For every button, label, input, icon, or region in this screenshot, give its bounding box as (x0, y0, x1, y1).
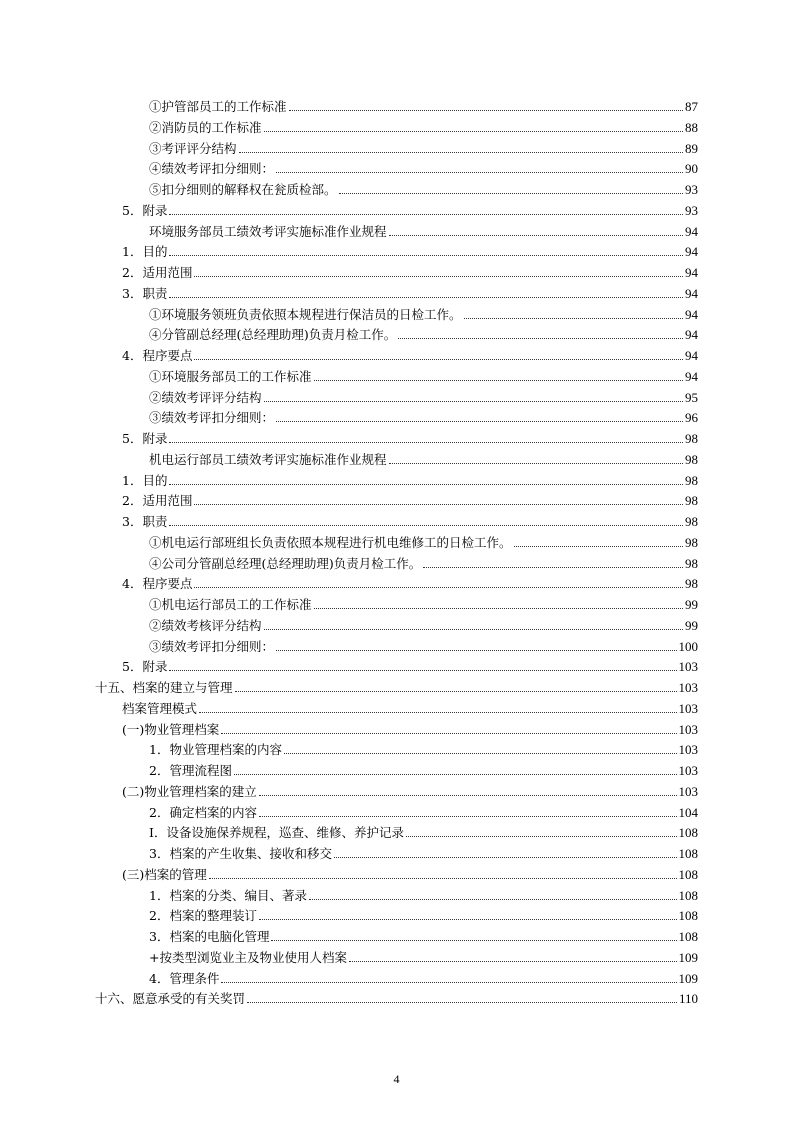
toc-entry-title: 5．附录 (122, 431, 168, 446)
toc-entry[interactable] (122, 654, 698, 675)
toc-entry[interactable] (149, 177, 698, 198)
toc-entry-page: 98 (685, 555, 698, 571)
toc-entry-page: 94 (685, 244, 698, 260)
dot-leader (194, 275, 683, 277)
toc-entry[interactable] (95, 675, 698, 696)
dot-leader (271, 939, 676, 941)
toc-entry[interactable] (149, 364, 698, 385)
dot-leader (169, 483, 683, 485)
toc-entry[interactable] (149, 966, 698, 987)
toc-entry[interactable] (122, 260, 698, 281)
toc-entry[interactable] (149, 136, 698, 157)
toc-entry-title: (一)物业管理档案 (122, 721, 220, 737)
toc-entry[interactable] (122, 717, 698, 738)
dot-leader (194, 358, 683, 360)
dot-leader (259, 794, 677, 796)
toc-entry-page: 99 (685, 597, 698, 612)
toc-entry-page: 104 (678, 804, 698, 820)
toc-entry-title: 1．物业管理档案的内容 (149, 742, 282, 758)
dot-leader (334, 856, 677, 858)
toc-entry-title: 3．职责 (122, 285, 168, 301)
toc-entry-page: 94 (685, 368, 698, 384)
toc-entry-title: 1．目的 (122, 472, 168, 488)
toc-entry[interactable] (122, 198, 698, 219)
toc-entry-page: 94 (685, 285, 698, 301)
dot-leader (234, 773, 677, 775)
toc-entry[interactable] (122, 696, 698, 717)
toc-entry-page: 98 (685, 472, 698, 488)
dot-leader (398, 337, 683, 339)
toc-entry-title: +按类型浏览业主及物业使用人档案 (149, 949, 347, 965)
toc-entry[interactable] (149, 592, 698, 613)
toc-entry[interactable] (122, 343, 698, 364)
toc-entry-page: 98 (685, 431, 698, 446)
toc-entry[interactable] (149, 903, 698, 924)
toc-entry[interactable] (149, 758, 698, 779)
toc-entry-title: ④公司分管副总经理(总经理助理)负责月检工作。 (149, 555, 422, 571)
dot-leader (221, 981, 676, 983)
toc-entry-title: 十五、档案的建立与管理 (95, 680, 233, 695)
toc-entry-page: 98 (685, 534, 698, 550)
toc-entry[interactable] (149, 219, 698, 240)
toc-entry-title: ①环境服务部员工的工作标准 (149, 368, 312, 384)
toc-entry-page: 100 (678, 638, 698, 654)
dot-leader (199, 711, 676, 713)
toc-entry-title: ②绩效考评评分结构 (149, 389, 262, 405)
toc-entry-page: 109 (678, 970, 698, 986)
toc-entry-title: ①护管部员工的工作标准 (149, 99, 287, 114)
toc-entry-title: 4．管理条件 (149, 970, 220, 986)
dot-leader (247, 1001, 677, 1003)
dot-leader (169, 296, 683, 298)
dot-leader (514, 545, 683, 547)
toc-entry-title: 5．附录 (122, 202, 168, 218)
dot-leader (169, 524, 683, 526)
toc-entry-page: 108 (678, 929, 698, 944)
dot-leader (284, 752, 677, 754)
toc-entry-page: 87 (685, 99, 698, 114)
dot-leader (239, 151, 683, 153)
toc-entry[interactable] (149, 302, 698, 323)
dot-leader (389, 234, 683, 236)
dot-leader (314, 607, 683, 609)
toc-entry[interactable] (149, 820, 698, 841)
toc-entry-title: (二)物业管理档案的建立 (122, 783, 257, 799)
toc-entry-title: ②绩效考核评分结构 (149, 617, 262, 633)
toc-entry-page: 103 (678, 742, 698, 758)
toc-entry-page: 103 (678, 680, 698, 695)
dot-leader (289, 109, 683, 111)
toc-entry[interactable] (122, 488, 698, 509)
toc-entry-page: 103 (678, 700, 698, 716)
toc-entry[interactable] (122, 281, 698, 302)
dot-leader (259, 815, 677, 817)
toc-entry[interactable] (149, 924, 698, 945)
page-number: 4 (393, 1072, 400, 1086)
toc-entry-title: 1．档案的分类、编目、著录 (149, 887, 307, 903)
toc-entry-title: (三)档案的管理 (122, 866, 207, 882)
toc-entry-page: 90 (685, 161, 698, 177)
toc-entry-title: 3．档案的产生收集、接收和移交 (149, 846, 332, 861)
dot-leader (406, 835, 677, 837)
toc-entry-page: 94 (685, 327, 698, 343)
toc-entry-title: 环境服务部员工绩效考评实施标准作业规程 (149, 223, 387, 239)
toc-entry-page: 108 (678, 887, 698, 903)
toc-entry[interactable] (149, 447, 698, 468)
dot-leader (349, 960, 677, 962)
toc-entry[interactable] (122, 468, 698, 489)
toc-entry-page: 98 (685, 576, 698, 592)
toc-entry-page: 108 (678, 908, 698, 924)
dot-leader (276, 420, 683, 422)
toc-entry-title: ③考评评分结构 (149, 140, 237, 156)
toc-entry-page: 94 (685, 306, 698, 322)
toc-entry-title: 机电运行部员工绩效考评实施标准作业规程 (149, 451, 387, 467)
toc-entry-title: 2．管理流程图 (149, 763, 232, 778)
dot-leader (209, 877, 677, 879)
dot-leader (264, 130, 683, 132)
toc-entry-page: 103 (678, 721, 698, 737)
dot-leader (169, 441, 683, 443)
toc-entry-title: ①环境服务领班负责依照本规程进行保洁员的日检工作。 (149, 306, 462, 322)
dot-leader (169, 669, 676, 671)
toc-entry[interactable] (149, 634, 698, 655)
toc-entry-page: 96 (685, 410, 698, 426)
toc-entry-title: ⑤扣分细则的解释权在瓮质检部。 (149, 182, 337, 197)
dot-leader (194, 586, 683, 588)
toc-entry-title: ④分管副总经理(总经理助理)负责月检工作。 (149, 327, 397, 343)
toc-entry-page: 103 (678, 659, 698, 675)
toc-entry-page: 103 (678, 783, 698, 799)
toc-entry-title: 4．程序要点 (122, 576, 193, 592)
dot-leader (259, 918, 677, 920)
toc-entry-title: ①机电运行部员工的工作标准 (149, 597, 312, 612)
toc-entry-page: 109 (678, 949, 698, 965)
dot-leader (194, 503, 683, 505)
toc-entry-title: ②消防员的工作标准 (149, 119, 262, 135)
toc-entry-title: 4．程序要点 (122, 348, 193, 363)
dot-leader (264, 628, 683, 630)
toc-entry-title: ④绩效考评扣分细则： (149, 161, 275, 177)
toc-entry[interactable] (149, 530, 698, 551)
toc-entry[interactable] (122, 239, 698, 260)
toc-entry-title: 2．确定档案的内容 (149, 804, 257, 820)
toc-entry-title: ③绩效考评扣分细则： (149, 638, 275, 654)
toc-entry[interactable] (122, 426, 698, 447)
toc-entry[interactable] (149, 737, 698, 758)
dot-leader (276, 171, 683, 173)
toc-entry-page: 88 (685, 119, 698, 135)
dot-leader (309, 898, 677, 900)
toc-entry-page: 108 (678, 846, 698, 861)
dot-leader (169, 213, 683, 215)
toc-entry-page: 98 (685, 493, 698, 509)
toc-entry-title: ③绩效考评扣分细则： (149, 410, 275, 426)
toc-entry-page: 93 (685, 182, 698, 197)
toc-entry[interactable] (149, 385, 698, 406)
toc-entry[interactable] (122, 779, 698, 800)
toc-entry[interactable] (149, 322, 698, 343)
toc-entry-page: 108 (678, 866, 698, 882)
dot-leader (314, 379, 683, 381)
toc-entry[interactable] (122, 509, 698, 530)
toc-entry-page: 94 (685, 265, 698, 280)
toc-entry[interactable] (149, 883, 698, 904)
dot-leader (235, 690, 677, 692)
toc-entry-title: 5．附录 (122, 659, 168, 675)
toc-entry[interactable] (149, 156, 698, 177)
toc-entry[interactable] (122, 571, 698, 592)
dot-leader (389, 462, 683, 464)
dot-leader (264, 400, 683, 402)
toc-entry[interactable] (149, 94, 698, 115)
toc-entry-page: 98 (685, 451, 698, 467)
toc-entry-page: 94 (685, 348, 698, 363)
dot-leader (169, 254, 683, 256)
toc-entry-page: 99 (685, 617, 698, 633)
toc-entry-title: 档案管理模式 (122, 700, 198, 716)
toc-entry[interactable] (149, 945, 698, 966)
toc-entry[interactable] (149, 841, 698, 862)
toc-entry-title: 3．职责 (122, 514, 168, 529)
dot-leader (423, 566, 683, 568)
toc-entry[interactable] (149, 405, 698, 426)
dot-leader (464, 317, 683, 319)
toc-entry[interactable] (149, 115, 698, 136)
toc-entry-title: 1．目的 (122, 244, 168, 260)
toc-entry-title: ①机电运行部班组长负责依照本规程进行机电维修工的日检工作。 (149, 534, 512, 550)
toc-entry-title: 2．档案的整理装订 (149, 908, 257, 924)
toc-entry-page: 108 (678, 825, 698, 841)
toc-entry-page: 93 (685, 202, 698, 218)
toc-entry-page: 95 (685, 389, 698, 405)
toc-entry-title: 2．适用范围 (122, 493, 193, 509)
dot-leader (221, 732, 676, 734)
toc-entry[interactable] (149, 800, 698, 821)
toc-entry-title: 2．适用范围 (122, 265, 193, 280)
dot-leader (339, 192, 683, 194)
toc-entry-title: 3．档案的电脑化管理 (149, 929, 270, 944)
toc-entry-page: 89 (685, 140, 698, 156)
toc-entry-page: 103 (678, 763, 698, 778)
toc-entry-title: I．设备设施保养规程，巡查、维修、养护记录 (149, 825, 404, 841)
dot-leader (276, 649, 676, 651)
toc-entry[interactable] (149, 613, 698, 634)
toc-entry-page: 94 (685, 223, 698, 239)
toc-entry-title: 十六、愿意承受的有关奖罚 (95, 991, 246, 1007)
toc-entry-page: 110 (678, 991, 698, 1007)
toc-entry[interactable] (122, 862, 698, 883)
toc-entry-page: 98 (685, 514, 698, 529)
toc-entry[interactable] (95, 986, 698, 1007)
toc-entry[interactable] (149, 551, 698, 572)
